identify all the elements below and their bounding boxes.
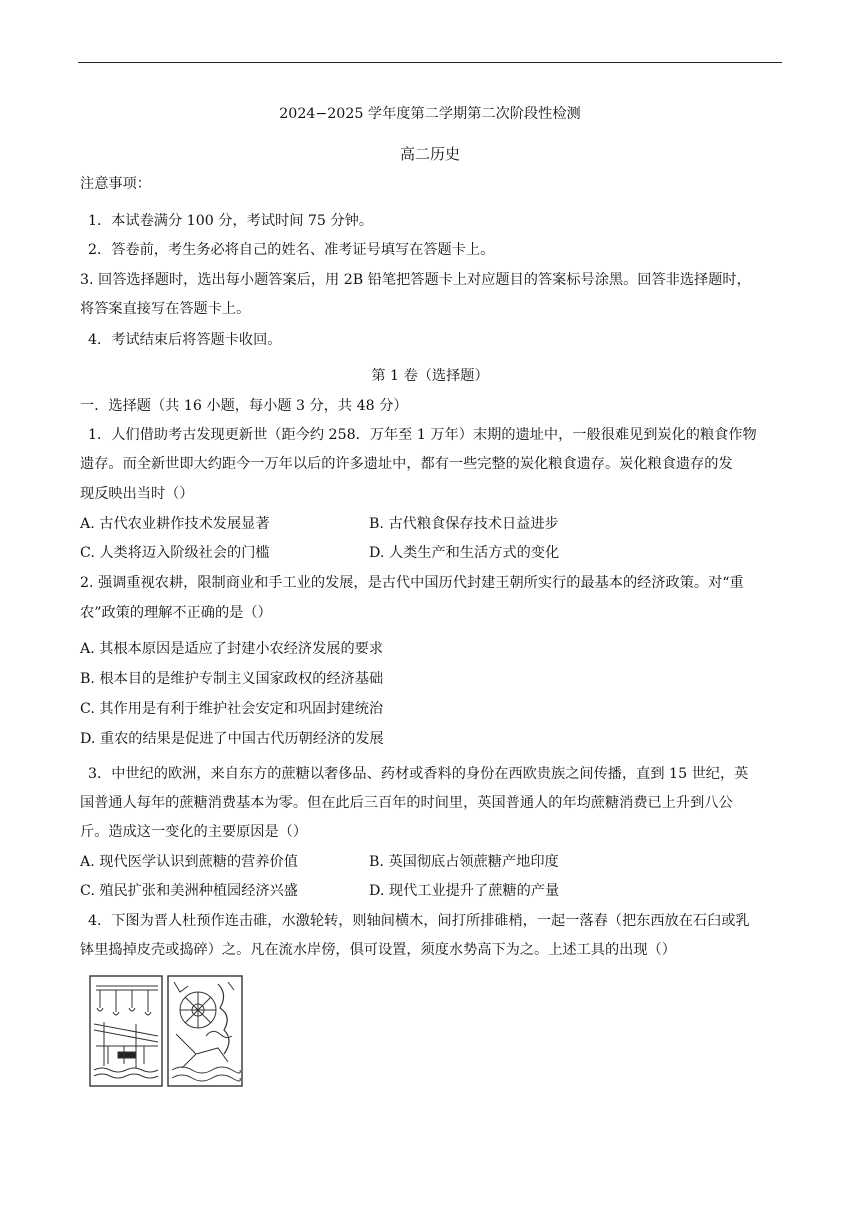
question-1-stem: 1．人们借助考古发现更新世（距今约 258．万年至 1 万年）末期的遗址中，一般很难见到炭化的粮食作物	[88, 427, 757, 443]
notice-heading: 注意事项：	[80, 176, 151, 192]
question-3-option-b: B. 英国彻底占领蔗糖产地印度	[369, 854, 559, 870]
question-2-option-a: A. 其根本原因是适应了封建小农经济发展的要求	[80, 641, 384, 657]
question-2-option-b: B. 根本目的是维护专制主义国家政权的经济基础	[80, 671, 384, 687]
question-1-option-b: B. 古代粮食保存技术日益进步	[369, 516, 559, 532]
question-1-stem: 现反映出当时（）	[80, 486, 194, 502]
question-2-option-d: D. 重农的结果是促进了中国古代历朝经济的发展	[80, 731, 384, 747]
subject-title: 高二历史	[399, 145, 460, 163]
notice-item: 2．答卷前，考生务必将自己的姓名、准考证号填写在答题卡上。	[88, 242, 495, 258]
exam-title: 2024−2025 学年度第二学期第二次阶段性检测	[279, 106, 581, 122]
question-3-option-a: A. 现代医学认识到蔗糖的营养价值	[80, 854, 298, 870]
question-4-stem: 4．下图为晋人杜预作连击碓，水激轮转，则轴间横木，间打所排碓梢，一起一落舂（把东西放在石臼或乳	[88, 913, 750, 929]
water-mill-illustration	[88, 974, 244, 1088]
part-title: 一．选择题（共 16 小题，每小题 3 分，共 48 分）	[80, 398, 408, 414]
question-3-option-c: C. 殖民扩张和美洲种植园经济兴盛	[80, 883, 298, 899]
question-2-stem: 农”政策的理解不正确的是（）	[80, 605, 272, 621]
question-3-stem: 国普通人每年的蔗糖消费基本为零。但在此后三百年的时间里，英国普通人的年均蔗糖消费已上升到八公	[80, 795, 733, 811]
question-1-option-d: D. 人类生产和生活方式的变化	[369, 545, 560, 561]
question-3-stem: 斤。造成这一变化的主要原因是（）	[80, 824, 308, 840]
volume-title: 第 1 卷（选择题）	[371, 368, 489, 384]
question-3-stem: 3．中世纪的欧洲，来自东方的蔗糖以奢侈品、药材或香料的身份在西欧贵族之间传播，直到 15 世纪，英	[88, 766, 749, 782]
question-2-option-c: C. 其作用是有利于维护社会安定和巩固封建统治	[80, 701, 384, 717]
question-1-option-a: A. 古代农业耕作技术发展显著	[80, 516, 270, 532]
question-1-stem: 遗存。而全新世即大约距今一万年以后的许多遗址中，都有一些完整的炭化粮食遗存。炭化粮食遗存的发	[80, 456, 733, 472]
question-3-option-d: D. 现代工业提升了蔗糖的产量	[369, 883, 560, 899]
header-rule	[78, 62, 782, 63]
notice-item: 1．本试卷满分 100 分，考试时间 75 分钟。	[88, 213, 374, 229]
notice-item: 4．考试结束后将答题卡收回。	[88, 332, 282, 348]
notice-item: 3. 回答选择题时，选出每小题答案后，用 2B 铅笔把答题卡上对应题目的答案标号涂黑。回答非选择题时，	[80, 272, 751, 288]
question-2-stem: 2. 强调重视农耕，限制商业和手工业的发展，是古代中国历代封建王朝所实行的最基本的经济政策。对“重	[80, 575, 744, 591]
question-4-stem: 钵里捣掉皮壳或捣碎）之。凡在流水岸傍，俱可设置，须度水势高下为之。上述工具的出现（）	[80, 942, 676, 958]
notice-item-continued: 将答案直接写在答题卡上。	[80, 301, 251, 317]
question-1-option-c: C. 人类将迈入阶级社会的门槛	[80, 545, 270, 561]
